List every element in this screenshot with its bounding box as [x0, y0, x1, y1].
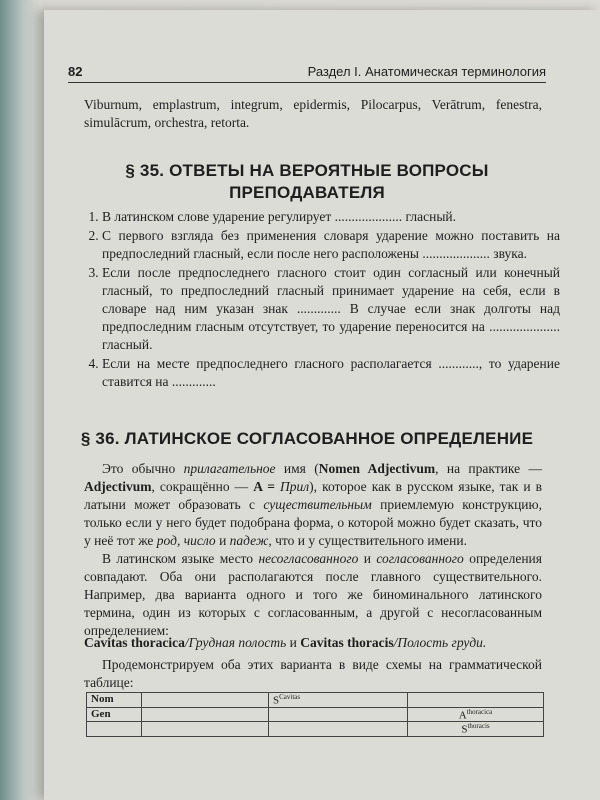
- text: Nomen Adjectivum: [318, 461, 436, 476]
- table-cell: [142, 707, 269, 722]
- table-row: [87, 693, 544, 708]
- row-label-gen: Gen: [87, 707, 142, 722]
- question-item: 1. В латинском слове ударение регулирует .................... гласный.: [102, 208, 560, 226]
- section-35-title: [70, 160, 544, 204]
- table-cell-a-thoracica: [408, 707, 544, 722]
- section-35-title-line1: § 35. ОТВЕТЫ НА ВЕРОЯТНЫЕ ВОПРОСЫ: [125, 161, 489, 180]
- table-cell: [87, 722, 142, 737]
- text: и: [358, 551, 377, 566]
- text: Cavitas thoracis: [300, 635, 394, 650]
- section-header-title: Раздел I. Анатомическая терминология: [307, 64, 546, 79]
- text: A: [458, 709, 467, 722]
- text: , на практике —: [435, 461, 542, 476]
- text: /Грудная полость: [184, 635, 287, 650]
- paragraph-1: [84, 460, 542, 550]
- row-label-nom: Nom: [87, 693, 142, 708]
- text: и: [215, 533, 230, 548]
- text: thoracica: [466, 707, 493, 716]
- table-cell: [408, 693, 544, 708]
- text: Cavitas: [279, 693, 301, 701]
- text: прилагательное: [183, 461, 276, 476]
- text: определения совпадают. Оба они располагаются после главного существительного. Например, два варианта одного и того же биноминального латинского термина, один из которых с согласованным, а другой с несогласованным определением:: [84, 551, 542, 638]
- text: падеж: [229, 533, 269, 548]
- question-item: 3. Если после предпоследнего гласного стоит один согласный или конечный гласный, то предпоследний гласный принимает ударение на себя, если в словаре над ним указан знак ............. В случае если знак долготы над предпоследним гласным отсутствует, то ударение переносится на ..................... гласный.: [102, 264, 560, 354]
- questions-list: [84, 208, 560, 392]
- table-row: [87, 707, 544, 722]
- text: согласованного: [376, 551, 464, 566]
- text: имя (: [275, 461, 319, 476]
- paragraph-3: Продемонстрируем оба этих варианта в виде схемы на грамматической таблице:: [84, 657, 542, 690]
- text: существительным: [263, 497, 372, 512]
- text: S: [461, 723, 468, 736]
- text: несогласованного: [258, 551, 359, 566]
- text: , что и у существительного имени.: [268, 533, 467, 548]
- intro-words: Viburnum, emplastrum, integrum, epidermis, Pilocarpus, Verātrum, fenestra, simulācrum, orchestra, retorta.: [84, 97, 542, 130]
- text: Cavitas thoracica: [84, 635, 185, 650]
- example-line: [84, 634, 542, 652]
- table-row: [87, 722, 544, 737]
- page-number: 82: [68, 64, 83, 79]
- table-cell: [269, 707, 408, 722]
- paragraph-2: [84, 550, 542, 640]
- running-header: [68, 60, 546, 83]
- section-35-title-line2: ПРЕПОДАВАТЕЛЯ: [229, 183, 385, 202]
- text: приемлемую конструкцию, только если у него будет подобрана форма, о которой можно будет сказать, что у неё тот же: [84, 497, 542, 548]
- section-36-title: § 36. ЛАТИНСКОЕ СОГЛАСОВАННОЕ ОПРЕДЕЛЕНИЕ: [80, 429, 534, 448]
- question-item: 2. С первого взгляда без применения словаря ударение можно поставить на предпоследний гласный, если после него расположены .................... звука.: [102, 227, 560, 263]
- text: В латинском языке место: [102, 551, 259, 566]
- text: род, число: [156, 533, 216, 548]
- grammar-table: [86, 692, 544, 737]
- table-cell: [142, 722, 269, 737]
- question-item: 4. Если на месте предпоследнего гласного располагается ............, то ударение ставится на .............: [102, 355, 560, 391]
- text: thoracis: [467, 722, 490, 731]
- text: /Полость груди.: [393, 635, 487, 650]
- table-cell: [142, 693, 269, 708]
- text: Прил: [280, 479, 310, 494]
- table-cell-s-thoracis: [408, 722, 544, 737]
- text: ), которое как в русском языке, так и в латыни может образовать с: [84, 479, 542, 512]
- text: , сокращённо —: [151, 479, 254, 494]
- table-cell: [269, 722, 408, 737]
- text: Это обычно: [102, 461, 184, 476]
- text: A =: [253, 479, 281, 494]
- table-cell-s-cavitas: [269, 693, 408, 708]
- text: S: [273, 694, 280, 707]
- text: и: [286, 635, 301, 650]
- text: Adjectivum: [84, 479, 152, 494]
